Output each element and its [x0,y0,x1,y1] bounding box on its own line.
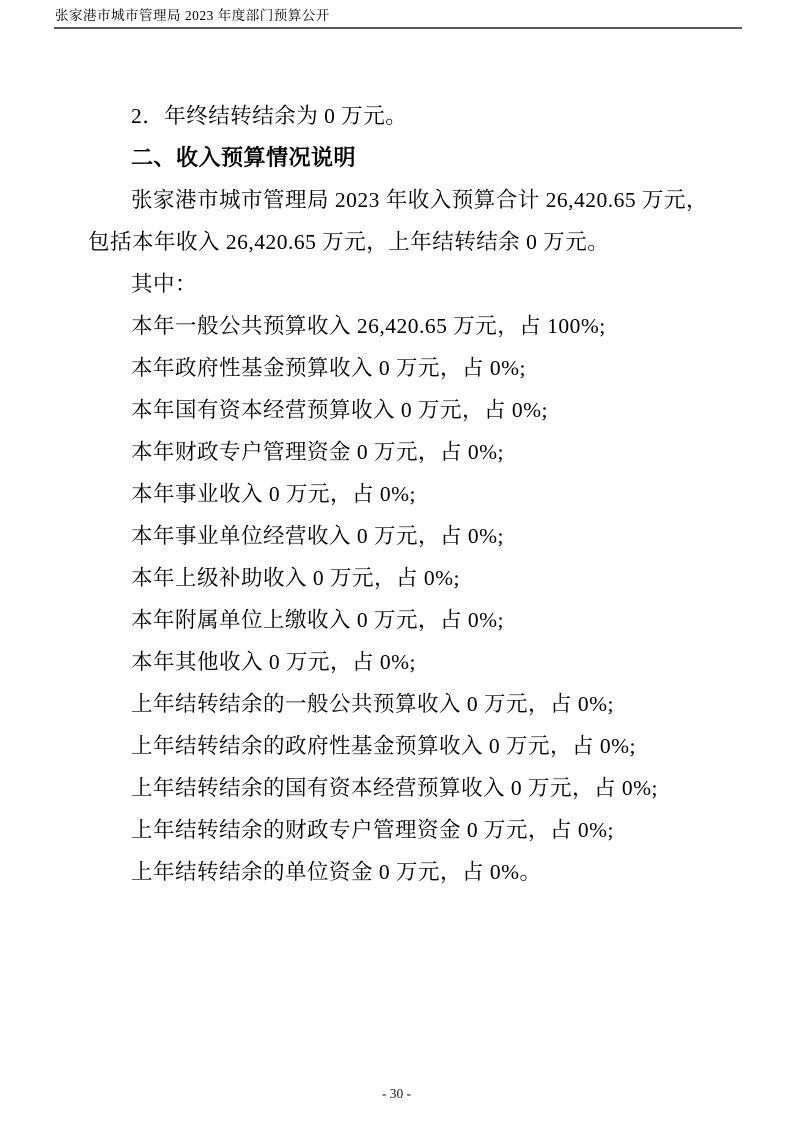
paragraph-line: 本年其他收入 0 万元，占 0%; [131,650,417,674]
document-body [88,95,728,893]
paragraph-line: 本年上级补助收入 0 万元，占 0%; [131,566,461,590]
page-footer [0,1086,793,1102]
paragraph-line: 其中： [131,272,198,296]
paragraph-line: 2．年终结转结余为 0 万元。 [131,104,408,128]
header-divider [54,27,742,29]
paragraph-line: 本年财政专户管理资金 0 万元，占 0%; [131,440,505,464]
paragraph-line: 本年事业收入 0 万元，占 0%; [131,482,417,506]
paragraph-line: 张家港市城市管理局 2023 年收入预算合计 26,420.65 万元， [131,188,709,212]
page-number: - 30 - [381,1086,412,1101]
paragraph-line: 上年结转结余的单位资金 0 万元，占 0%。 [131,860,542,884]
paragraph-line: 本年国有资本经营预算收入 0 万元，占 0%; [131,398,549,422]
paragraph-line: 本年一般公共预算收入 26,420.65 万元，占 100%; [131,314,606,338]
paragraph-line: 本年附属单位上缴收入 0 万元，占 0%; [131,608,505,632]
paragraph-line: 上年结转结余的一般公共预算收入 0 万元，占 0%; [131,692,615,716]
section-heading: 二、收入预算情况说明 [131,145,357,170]
page-header [55,7,330,25]
paragraph-line: 上年结转结余的国有资本经营预算收入 0 万元，占 0%; [131,776,659,800]
paragraph-line: 上年结转结余的财政专户管理资金 0 万元，占 0%; [131,818,615,842]
paragraph-line: 上年结转结余的政府性基金预算收入 0 万元，占 0%; [131,734,637,758]
paragraph-line: 本年政府性基金预算收入 0 万元，占 0%; [131,356,527,380]
header-title: 张家港市城市管理局 2023 年度部门预算公开 [55,8,330,23]
paragraph-line: 包括本年收入 26,420.65 万元，上年结转结余 0 万元。 [88,230,610,254]
paragraph-line: 本年事业单位经营收入 0 万元，占 0%; [131,524,505,548]
